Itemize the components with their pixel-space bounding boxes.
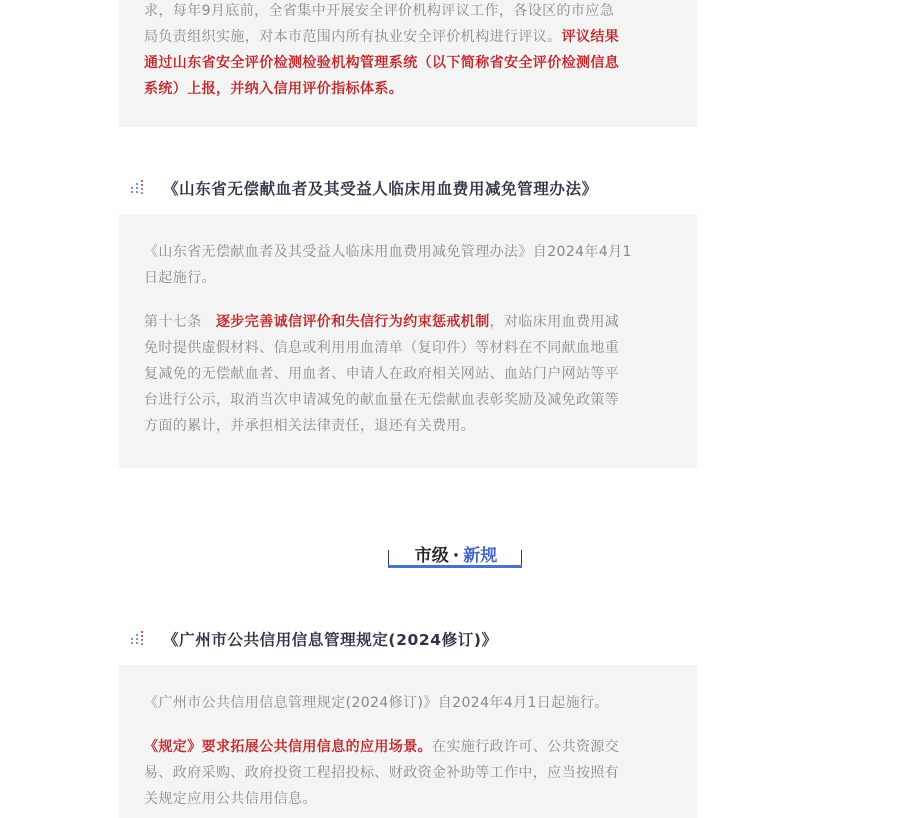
article-card-guangzhou-credit <box>119 665 697 818</box>
paragraph-line: 《规定》要求拓展公共信用信息的应用场景。在实施行政许可、公共资源交 <box>144 739 620 755</box>
section-heading-guangzhou-credit <box>130 628 498 650</box>
paragraph-line: 方面的累计，并承担相关法律责任，退还有关费用。 <box>144 418 476 434</box>
section-badge-title: 市级 · 新规 <box>414 546 498 566</box>
paragraph-line: 局负责组织实施，对本市范围内所有执业安全评价机构进行评议。评议结果 <box>144 29 620 45</box>
highlight-text: 《规定》要求拓展公共信用信息的应用场景。 <box>144 739 432 755</box>
section-heading-blood-donation <box>130 177 598 199</box>
paragraph-line: 第十七条 逐步完善诚信评价和失信行为约束惩戒机制，对临床用血费用减 <box>144 314 620 330</box>
heading-title: 《广州市公共信用信息管理规定(2024修订)》 <box>163 631 498 649</box>
highlight-text: 系统）上报，并纳入信用评价指标体系。 <box>144 81 404 97</box>
paragraph-line: 免时提供虚假材料、信息或利用用血清单（复印件）等材料在不同献血地重 <box>144 340 620 356</box>
highlight-text: 通过山东省安全评价检测检验机构管理系统（以下简称省安全评价检测信息 <box>144 55 620 71</box>
paragraph-line <box>144 76 672 102</box>
article-card-blood-donation <box>119 214 697 468</box>
paragraph-line: 易、政府采购、政府投资工程招投标、财政资金补助等工作中，应当按照有 <box>144 765 620 781</box>
paragraph-line: 日起施行。 <box>144 270 216 286</box>
paragraph-line: 复减免的无偿献血者、用血者、申请人在政府相关网站、血站门户网站等平 <box>144 366 620 382</box>
paragraph-line: 求，每年9月底前，全省集中开展安全评价机构评议工作，各设区的市应急 <box>144 3 615 19</box>
paragraph-line <box>144 50 672 76</box>
paragraph-line: 台进行公示，取消当次申请减免的献血量在无偿献血表彰奖励及减免政策等 <box>144 392 620 408</box>
heading-title: 《山东省无偿献血者及其受益人临床用血费用减免管理办法》 <box>163 180 598 198</box>
dot-grid-icon <box>130 631 148 647</box>
paragraph-line: 《广州市公共信用信息管理规定(2024修订)》自2024年4月1日起施行。 <box>144 695 609 711</box>
paragraph-line: 《山东省无偿献血者及其受益人临床用血费用减免管理办法》自2024年4月1 <box>144 244 632 260</box>
highlight-text: 评议结果 <box>561 29 620 45</box>
article-card-safety-evaluation <box>119 0 697 127</box>
section-badge-city-level <box>388 543 524 569</box>
paragraph-line: 关规定应用公共信用信息。 <box>144 791 317 807</box>
highlight-text: 逐步完善诚信评价和失信行为约束惩戒机制 <box>216 314 490 330</box>
dot-grid-icon <box>130 180 148 196</box>
